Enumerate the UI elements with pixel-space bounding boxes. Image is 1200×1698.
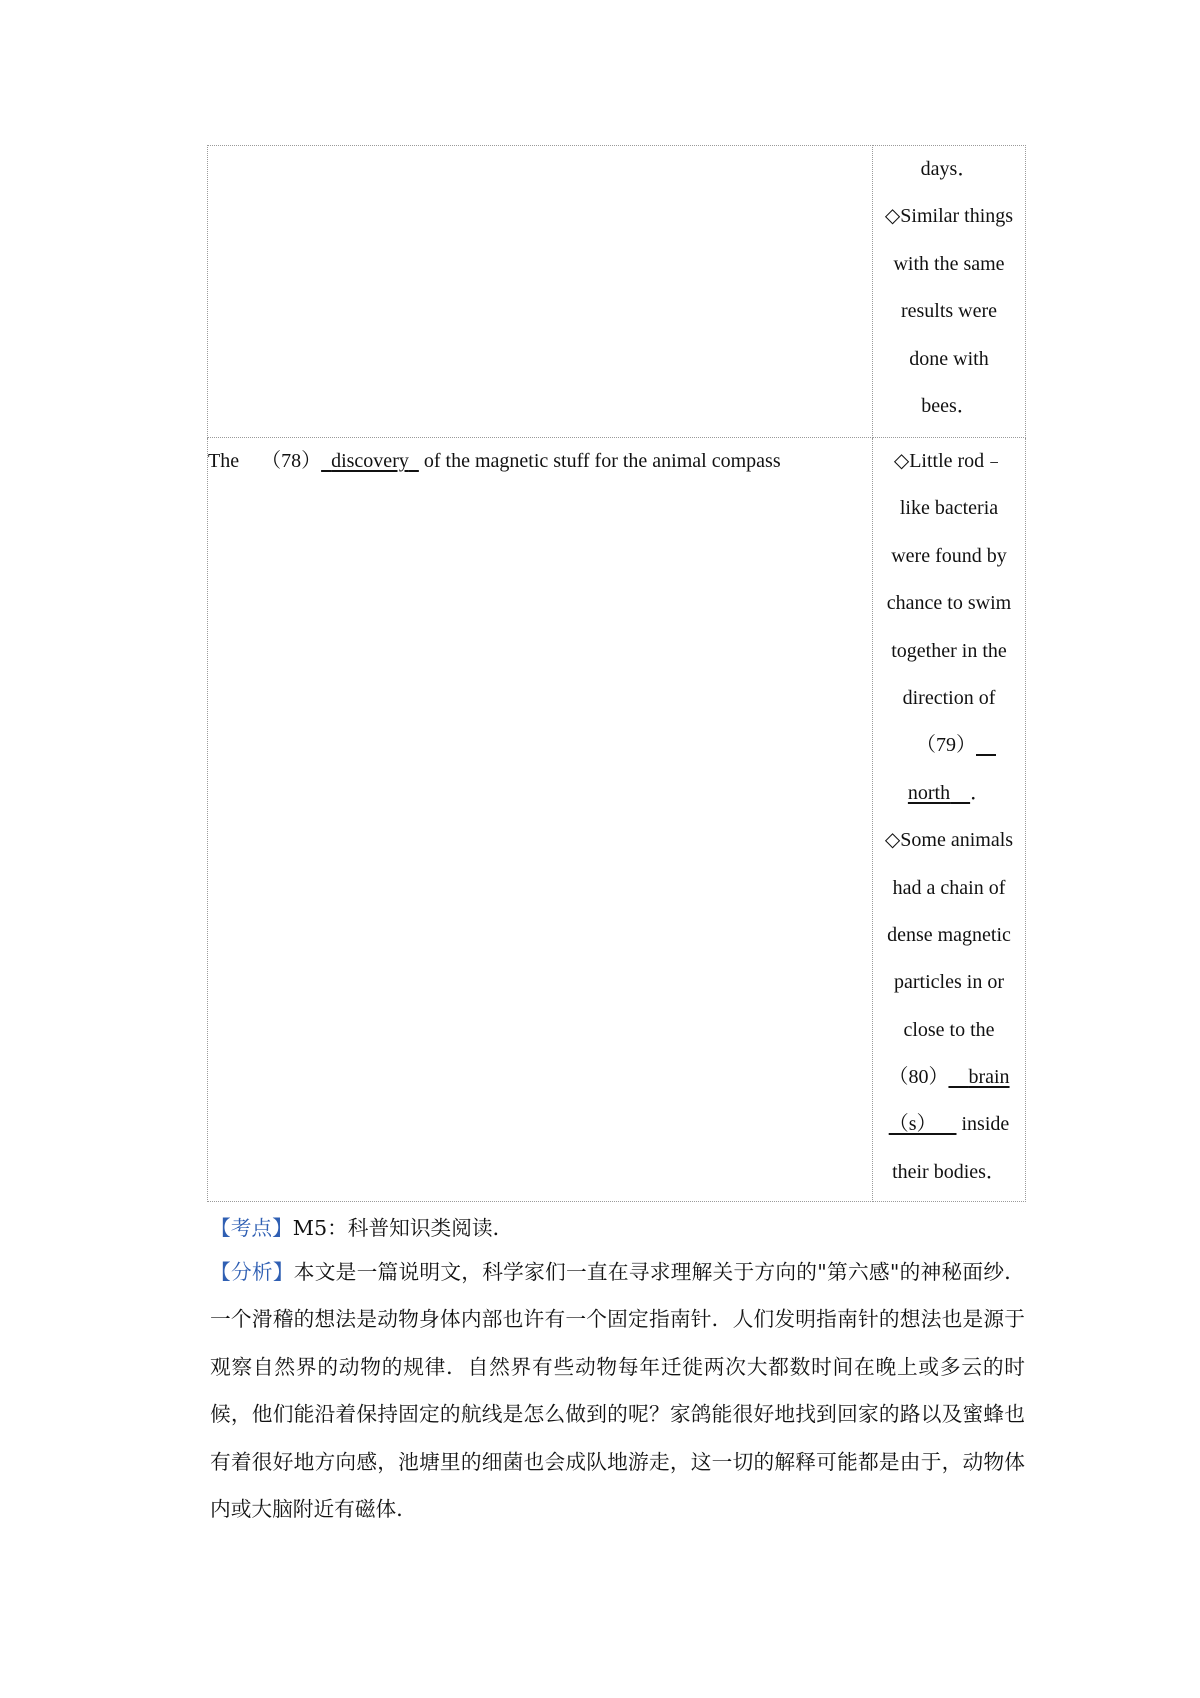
text-line: bees． [921,394,977,417]
text-line: had a chain of [892,876,1006,899]
analysis-label: 【分析】 [210,1260,294,1284]
text-line: ◇Similar things [884,205,1014,228]
table-row [208,438,1026,1202]
text-line: together in the [891,639,1007,662]
test-point-text: M5：科普知识类阅读． [292,1216,514,1240]
blank-number-80: （80） [888,1066,949,1089]
period: ． [970,781,991,804]
blank-number-78: （78） [261,450,322,472]
blank-underline [976,734,996,756]
suffix-text: of the magnetic stuff for the animal compass [423,450,781,472]
text-line: done with [909,347,989,370]
text-line: close to the [903,1018,995,1041]
answer-80-part1: brain [968,1066,1010,1089]
text-line: ◇Some animals [884,829,1014,852]
text-line [208,438,872,485]
table-cell-left [208,438,873,1202]
text-line: were found by [891,544,1007,567]
text-line: results were [900,300,998,323]
text-line: ◇Little rod﹣ [893,450,1005,472]
text-line [873,1101,1025,1148]
text-line: days． [920,158,978,180]
text-line: direction of [902,686,996,709]
prefix-text: The [208,450,240,472]
text-line [873,722,1025,769]
table-cell-right [873,146,1026,438]
table-cell-left-empty [208,146,873,438]
analysis-text: 本文是一篇说明文，科学家们一直在寻求理解关于方向的"第六感"的神秘面纱．一个滑稽的想法是动物身体内部也许有一个固定指南针．人们发明指南针的想法也是源于观察自然界的动物的规律．自然界有些动物每年迁徙两次大都数时间在晚上或多云的时候，他们能沿着保持固定的航线是怎么做到的呢？家鸽能很好地找到回家的路以及蜜蜂也有着很好地方向感，池塘里的细菌也会成队地游走，这一切的解释可能都是由于，动物体内或大脑附近有磁体． [210,1260,1025,1522]
text-line [873,1054,1025,1101]
answer-78: discovery [331,450,409,472]
after-text: inside [961,1113,1010,1136]
text-line: chance to swim [886,592,1012,615]
test-point-label: 【考点】 [210,1216,293,1240]
test-point [210,1205,1025,1252]
text-line: their bodies． [892,1160,1006,1183]
answer-79: north [907,781,951,804]
blank-number-79: （79） [916,734,976,757]
analysis-paragraph [210,1249,1025,1533]
answer-80-part2: （s） [888,1113,937,1136]
table-row [208,146,1026,438]
answer-table [207,145,1026,1202]
table-cell-right [873,438,1026,1202]
text-line: like bacteria [899,497,999,520]
text-line: dense magnetic [887,923,1011,946]
text-line [873,770,1025,817]
text-line: particles in or [894,971,1004,994]
text-line: with the same [893,252,1005,275]
